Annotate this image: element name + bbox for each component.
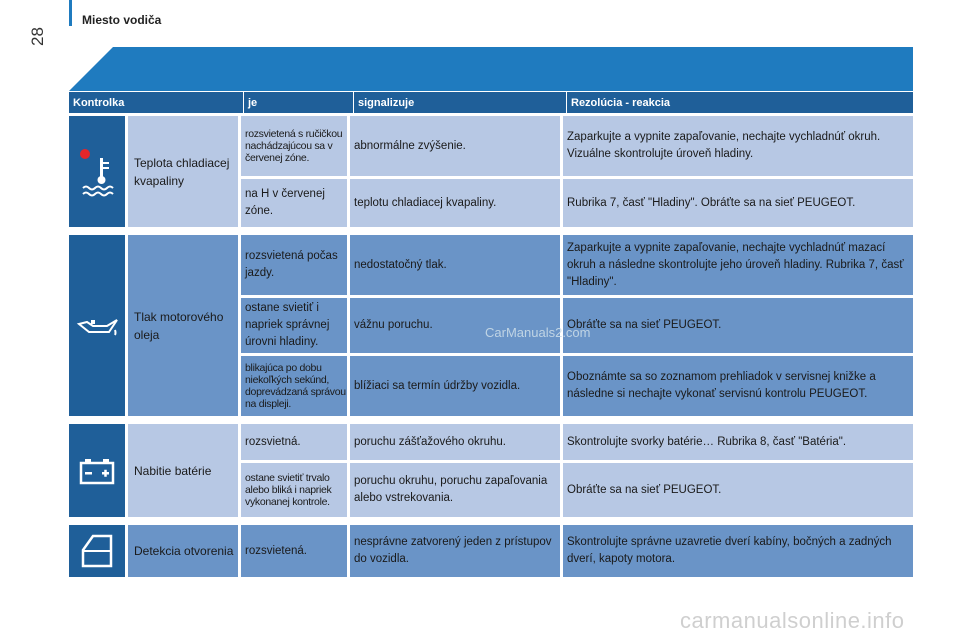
group-coolant xyxy=(69,116,913,227)
table-row xyxy=(241,179,913,227)
page-number: 28 xyxy=(28,27,47,46)
table-row xyxy=(241,424,913,460)
action-cell: Zaparkujte a vypnite zapaľovanie, nechajte vychladnúť mazací okruh a následne skontrolujte jeho úroveň hladiny. Rubrika 7, časť "Hladiny". xyxy=(563,235,913,295)
signal-cell: nesprávne zatvorený jeden z prístupov do vozidla. xyxy=(350,525,560,577)
header-je: je xyxy=(244,92,354,113)
light-name-door: Detekcia otvorenia xyxy=(128,525,238,577)
battery-icon xyxy=(69,424,125,517)
state-cell: ostane svietiť trvalo alebo bliká i napriek vykonanej kontrole. xyxy=(241,463,347,517)
signal-cell: vážnu poruchu. xyxy=(350,298,560,353)
oil-pressure-icon xyxy=(69,235,125,416)
table-row xyxy=(241,356,913,416)
state-cell: rozsvietná. xyxy=(241,424,347,460)
section-title: Miesto vodiča xyxy=(82,13,162,27)
state-cell: na H v červenej zóne. xyxy=(241,179,347,227)
signal-cell: poruchu zášťažového okruhu. xyxy=(350,424,560,460)
header-banner xyxy=(69,47,913,91)
signal-cell: blížiaci sa termín údržby vozidla. xyxy=(350,356,560,416)
header-signalizuje: signalizuje xyxy=(354,92,567,113)
signal-cell: abnormálne zvýšenie. xyxy=(350,116,560,176)
action-cell: Obráťte sa na sieť PEUGEOT. xyxy=(563,463,913,517)
door-open-icon xyxy=(69,525,125,577)
table-row xyxy=(241,525,913,577)
footer-watermark: carmanualsonline.info xyxy=(680,608,905,633)
light-name-coolant: Teplota chladiacej kvapaliny xyxy=(128,116,238,227)
signal-cell: nedostatočný tlak. xyxy=(350,235,560,295)
coolant-temperature-icon xyxy=(69,116,125,227)
table-row xyxy=(241,463,913,517)
light-name-oil: Tlak motorového oleja xyxy=(128,235,238,416)
state-cell: rozsvietená počas jazdy. xyxy=(241,235,347,295)
header-rezolucia: Rezolúcia - reakcia xyxy=(571,96,671,109)
state-cell: ostane svietiť i napriek správnej úrovni hladiny. xyxy=(241,298,347,353)
state-cell: rozsvietená. xyxy=(241,525,347,577)
header-kontrolka: Kontrolka xyxy=(69,92,244,113)
signal-cell: poruchu okruhu, poruchu zapaľovania alebo vstrekovania. xyxy=(350,463,560,517)
action-cell: Obráťte sa na sieť PEUGEOT. xyxy=(563,298,913,353)
action-cell: Zaparkujte a vypnite zapaľovanie, nechajte vychladnúť okruh. Vizuálne skontrolujte úroveň hladiny. xyxy=(563,116,913,176)
group-door xyxy=(69,525,913,577)
group-battery xyxy=(69,424,913,517)
table-row xyxy=(241,235,913,295)
action-cell: Skontrolujte svorky batérie… Rubrika 8, časť "Batéria". xyxy=(563,424,913,460)
state-cell: rozsvietená s ručičkou nachádzajúcou sa v červenej zóne. xyxy=(241,116,347,176)
table-row xyxy=(241,116,913,176)
action-cell: Rubrika 7, časť "Hladiny". Obráťte sa na sieť PEUGEOT. xyxy=(563,179,913,227)
action-cell: Oboznámte sa so zoznamom prehliadok v servisnej knižke a následne si nechajte vykonať servisnú kontrolu PEUGEOT. xyxy=(563,356,913,416)
signal-cell: teplotu chladiacej kvapaliny. xyxy=(350,179,560,227)
action-cell: Skontrolujte správne uzavretie dverí kabíny, bočných a zadných dverí, kapoty motora. xyxy=(563,525,913,577)
section-marker-bar xyxy=(69,0,72,26)
table-header-row xyxy=(69,92,913,113)
light-name-battery: Nabitie batérie xyxy=(128,424,238,517)
center-watermark: CarManuals2.com xyxy=(485,325,591,340)
state-cell: blikajúca po dobu niekoľkých sekúnd, doprevádzaná správou na displeji. xyxy=(241,356,347,416)
